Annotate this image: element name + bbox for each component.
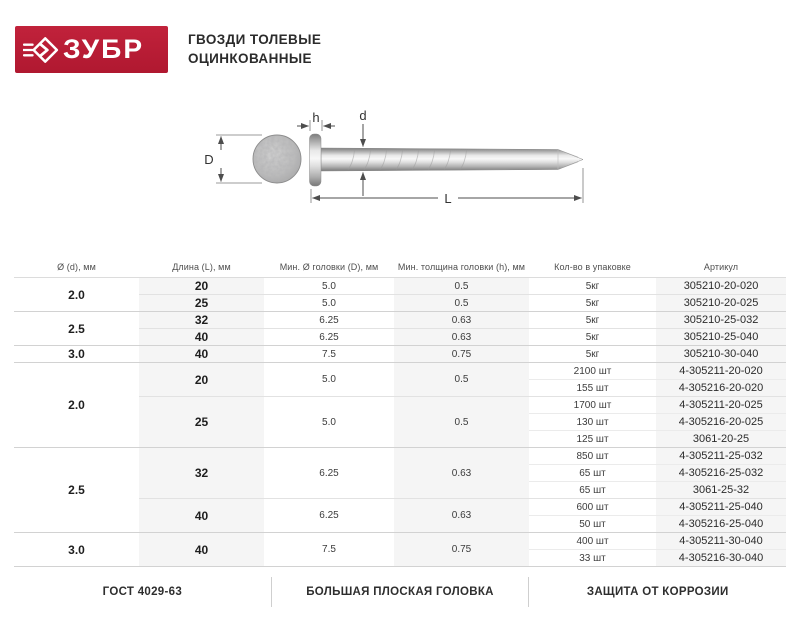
diameter-cell: 3.0 bbox=[14, 346, 139, 363]
nail-side-view bbox=[310, 134, 584, 186]
column-header-diameter: Ø (d), мм bbox=[14, 258, 139, 278]
sku-cell: 4-305216-20-020 bbox=[656, 380, 786, 397]
head-diameter-cell: 6.25 bbox=[264, 448, 394, 499]
sku-cell: 4-305216-30-040 bbox=[656, 550, 786, 567]
sku-cell: 4-305211-25-040 bbox=[656, 499, 786, 516]
sku-cell: 305210-25-032 bbox=[656, 312, 786, 329]
column-header-head-thickness: Мин. толщина головки (h), мм bbox=[394, 258, 529, 278]
head-thickness-cell: 0.5 bbox=[394, 363, 529, 397]
diameter-cell: 2.0 bbox=[14, 363, 139, 448]
sku-cell: 4-305216-25-032 bbox=[656, 465, 786, 482]
head-diameter-cell: 5.0 bbox=[264, 278, 394, 295]
sku-cell: 3061-25-32 bbox=[656, 482, 786, 499]
diameter-cell: 3.0 bbox=[14, 533, 139, 567]
sku-cell: 3061-20-25 bbox=[656, 431, 786, 448]
sku-cell: 305210-20-025 bbox=[656, 295, 786, 312]
table-row bbox=[14, 312, 786, 329]
sku-cell: 4-305211-30-040 bbox=[656, 533, 786, 550]
quantity-cell: 130 шт bbox=[529, 414, 656, 431]
head-thickness-cell: 0.5 bbox=[394, 278, 529, 295]
head-thickness-cell: 0.63 bbox=[394, 329, 529, 346]
page-title-line1: ГВОЗДИ ТОЛЕВЫЕ bbox=[188, 32, 322, 47]
sku-cell: 4-305211-20-025 bbox=[656, 397, 786, 414]
head-diameter-cell: 7.5 bbox=[264, 533, 394, 567]
page-title bbox=[188, 30, 321, 68]
length-cell: 40 bbox=[139, 329, 264, 346]
quantity-cell: 850 шт bbox=[529, 448, 656, 465]
zubr-logo bbox=[15, 26, 168, 73]
dimension-lines bbox=[216, 120, 583, 203]
head-thickness-cell: 0.75 bbox=[394, 346, 529, 363]
page-title-line2: ОЦИНКОВАННЫЕ bbox=[188, 51, 312, 66]
head-diameter-cell: 7.5 bbox=[264, 346, 394, 363]
dimension-label-h: h bbox=[312, 110, 320, 125]
column-header-quantity: Кол-во в упаковке bbox=[529, 258, 656, 278]
column-header-sku: Артикул bbox=[656, 258, 786, 278]
table-row bbox=[14, 346, 786, 363]
quantity-cell: 65 шт bbox=[529, 465, 656, 482]
sku-cell: 305210-30-040 bbox=[656, 346, 786, 363]
sku-cell: 4-305211-25-032 bbox=[656, 448, 786, 465]
spec-table bbox=[14, 258, 786, 567]
length-cell: 32 bbox=[139, 448, 264, 499]
sku-cell: 4-305216-20-025 bbox=[656, 414, 786, 431]
sku-cell: 4-305216-25-040 bbox=[656, 516, 786, 533]
quantity-cell: 33 шт bbox=[529, 550, 656, 567]
diameter-cell: 2.5 bbox=[14, 448, 139, 533]
head-diameter-cell: 5.0 bbox=[264, 295, 394, 312]
spec-table-header bbox=[14, 258, 786, 278]
quantity-cell: 65 шт bbox=[529, 482, 656, 499]
length-cell: 40 bbox=[139, 499, 264, 533]
dimension-label-D: D bbox=[204, 152, 214, 167]
quantity-cell: 600 шт bbox=[529, 499, 656, 516]
table-row bbox=[14, 363, 786, 380]
head-diameter-cell: 6.25 bbox=[264, 499, 394, 533]
length-cell: 20 bbox=[139, 363, 264, 397]
column-header-length: Длина (L), мм bbox=[139, 258, 264, 278]
length-cell: 32 bbox=[139, 312, 264, 329]
sku-cell: 305210-25-040 bbox=[656, 329, 786, 346]
head-thickness-cell: 0.5 bbox=[394, 397, 529, 448]
quantity-cell: 155 шт bbox=[529, 380, 656, 397]
column-header-head-diameter: Мин. Ø головки (D), мм bbox=[264, 258, 394, 278]
logo-text: ЗУБР bbox=[63, 34, 145, 64]
head-thickness-cell: 0.75 bbox=[394, 533, 529, 567]
dimension-label-L: L bbox=[444, 191, 452, 206]
length-cell: 40 bbox=[139, 533, 264, 567]
quantity-cell: 5кг bbox=[529, 295, 656, 312]
head-diameter-cell: 6.25 bbox=[264, 329, 394, 346]
footer-item-flat-head: БОЛЬШАЯ ПЛОСКАЯ ГОЛОВКА bbox=[271, 577, 529, 607]
quantity-cell: 1700 шт bbox=[529, 397, 656, 414]
head-diameter-cell: 5.0 bbox=[264, 363, 394, 397]
quantity-cell: 5кг bbox=[529, 346, 656, 363]
diameter-cell: 2.0 bbox=[14, 278, 139, 312]
head-diameter-cell: 5.0 bbox=[264, 397, 394, 448]
quantity-cell: 2100 шт bbox=[529, 363, 656, 380]
length-cell: 20 bbox=[139, 278, 264, 295]
length-cell: 25 bbox=[139, 397, 264, 448]
footer-strip bbox=[14, 577, 786, 607]
spec-table-body bbox=[14, 278, 786, 567]
nail-head-top-view bbox=[253, 135, 301, 183]
head-thickness-cell: 0.63 bbox=[394, 499, 529, 533]
footer-item-corrosion: ЗАЩИТА ОТ КОРРОЗИИ bbox=[528, 577, 786, 607]
head-diameter-cell: 6.25 bbox=[264, 312, 394, 329]
zubr-bison-icon bbox=[23, 32, 59, 68]
sku-cell: 4-305211-20-020 bbox=[656, 363, 786, 380]
head-thickness-cell: 0.63 bbox=[394, 312, 529, 329]
head-thickness-cell: 0.63 bbox=[394, 448, 529, 499]
dimension-label-d: d bbox=[359, 108, 367, 123]
quantity-cell: 5кг bbox=[529, 278, 656, 295]
shank-grooves bbox=[348, 150, 467, 170]
footer-item-gost: ГОСТ 4029-63 bbox=[102, 586, 183, 598]
quantity-cell: 5кг bbox=[529, 312, 656, 329]
sku-cell: 305210-20-020 bbox=[656, 278, 786, 295]
nail-head-side-view bbox=[310, 134, 322, 186]
length-cell: 40 bbox=[139, 346, 264, 363]
table-row bbox=[14, 448, 786, 465]
quantity-cell: 50 шт bbox=[529, 516, 656, 533]
quantity-cell: 400 шт bbox=[529, 533, 656, 550]
table-row bbox=[14, 278, 786, 295]
quantity-cell: 125 шт bbox=[529, 431, 656, 448]
table-row bbox=[14, 533, 786, 550]
diameter-cell: 2.5 bbox=[14, 312, 139, 346]
quantity-cell: 5кг bbox=[529, 329, 656, 346]
head-thickness-cell: 0.5 bbox=[394, 295, 529, 312]
length-cell: 25 bbox=[139, 295, 264, 312]
